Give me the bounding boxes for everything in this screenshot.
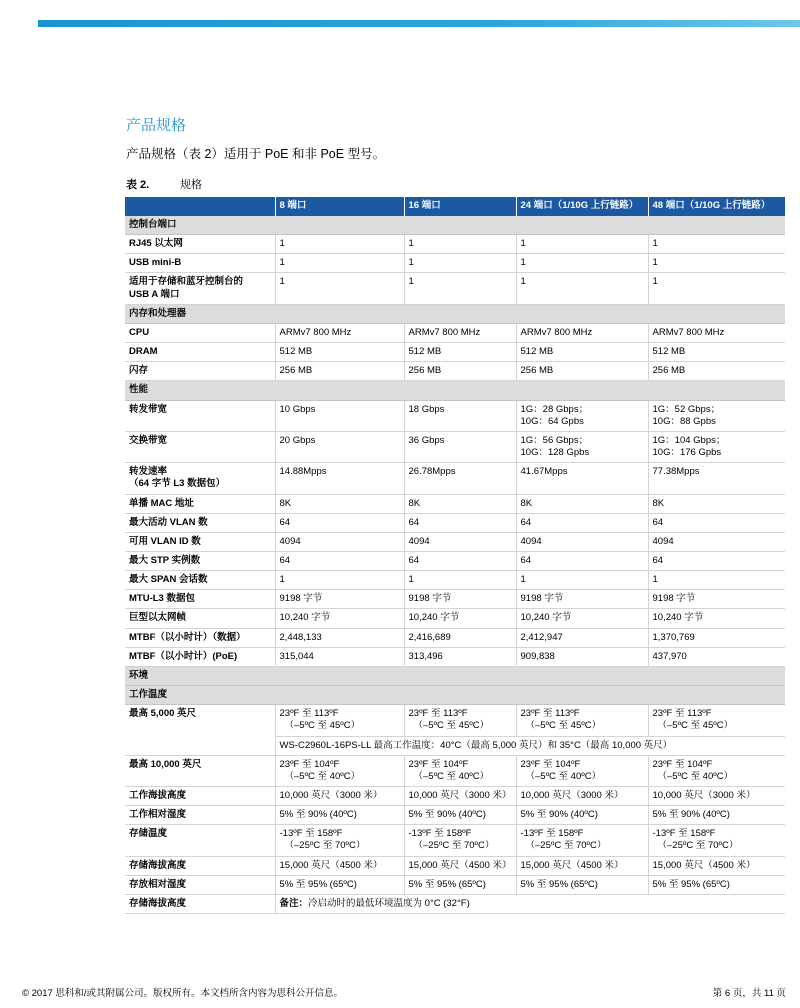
cell: 5% 至 95% (65ºC)	[648, 875, 785, 894]
cell	[648, 431, 785, 462]
row-label: MTU-L3 数据包	[125, 590, 275, 609]
cell-note	[275, 894, 785, 913]
section-row	[125, 304, 785, 323]
section-memory: 内存和处理器	[125, 304, 785, 323]
cell: 256 MB	[648, 362, 785, 381]
cell-line: （–25ºC 至 70ºC）	[413, 840, 495, 852]
header-blank	[125, 197, 275, 216]
table-row	[125, 647, 785, 666]
cell-note: WS-C2960L-16PS-LL 最高工作温度：40°C（最高 5,000 英尺）和 35°C（最高 10,000 英尺）	[275, 736, 785, 755]
cell: 5% 至 90% (40ºC)	[404, 806, 516, 825]
cell: 1	[648, 571, 785, 590]
cell-line: -13ºF 至 158ºF	[652, 828, 716, 840]
row-label-line: 转发速率	[129, 466, 168, 478]
cell: 64	[516, 551, 648, 570]
cell: 1	[648, 254, 785, 273]
section-row	[125, 666, 785, 685]
cell: 2,416,689	[404, 628, 516, 647]
cell-line: -13ºF 至 158ºF	[408, 828, 472, 840]
cell-line: 23ºF 至 113ºF	[652, 708, 712, 720]
header-48-port: 48 端口（1/10G 上行链路）	[648, 197, 785, 216]
table-row	[125, 806, 785, 825]
cell	[404, 825, 516, 856]
cell: 10 Gbps	[275, 400, 404, 431]
table-row	[125, 894, 785, 913]
table-row	[125, 532, 785, 551]
cell: 1,370,769	[648, 628, 785, 647]
row-label: CPU	[125, 323, 275, 342]
cell: 437,970	[648, 647, 785, 666]
note-label: 备注：	[279, 897, 309, 909]
cell-line: （–5ºC 至 45ºC）	[525, 720, 602, 732]
section-row	[125, 686, 785, 705]
row-label-line: USB A 端口	[129, 288, 180, 300]
cell: 64	[404, 551, 516, 570]
table-row	[125, 431, 785, 462]
cell-line: （–25ºC 至 70ºC）	[284, 840, 366, 852]
section-operating-temp: 工作温度	[125, 686, 785, 705]
cell-line: 1G：28 Gbps；	[520, 403, 589, 415]
cell: 15,000 英尺（4500 米）	[648, 856, 785, 875]
cell: 1	[648, 235, 785, 254]
table-row	[125, 628, 785, 647]
row-label: 最大 SPAN 会话数	[125, 571, 275, 590]
table-row	[125, 273, 785, 304]
row-label	[125, 273, 275, 304]
row-label: 工作海拔高度	[125, 787, 275, 806]
cell	[275, 825, 404, 856]
cell: 2,412,947	[516, 628, 648, 647]
cell	[516, 400, 648, 431]
section-title: 产品规格	[126, 117, 187, 134]
cell-line: -13ºF 至 158ºF	[279, 828, 343, 840]
cell: 9198 字节	[275, 590, 404, 609]
footer-page-number: 第 6 页，共 11 页	[712, 988, 786, 999]
table-header-row	[125, 197, 785, 216]
cell: ARMv7 800 MHz	[516, 323, 648, 342]
cell	[275, 755, 404, 786]
row-label: 单播 MAC 地址	[125, 494, 275, 513]
cell: 5% 至 90% (40ºC)	[275, 806, 404, 825]
cell: 4094	[648, 532, 785, 551]
cell: 5% 至 95% (65ºC)	[275, 875, 404, 894]
cell: 1	[516, 571, 648, 590]
table-caption-number: 表 2.	[126, 179, 150, 191]
cell-line: （–5ºC 至 40ºC）	[284, 770, 361, 782]
top-accent-bar	[38, 20, 800, 27]
section-environment: 环境	[125, 666, 785, 685]
row-label: 存储海拔高度	[125, 894, 275, 913]
table-row	[125, 705, 785, 736]
cell-line: 23ºF 至 104ºF	[520, 758, 581, 770]
cell	[404, 705, 516, 736]
table-row	[125, 254, 785, 273]
cell-line: （–5ºC 至 40ºC）	[413, 770, 490, 782]
cell-line: 10G：64 Gpbs	[520, 415, 584, 427]
cell	[516, 431, 648, 462]
note-text: 冷启动时的最低环境温度为 0°C (32°F)	[308, 897, 470, 909]
cell: 36 Gbps	[404, 431, 516, 462]
row-label: 最大活动 VLAN 数	[125, 513, 275, 532]
cell: ARMv7 800 MHz	[648, 323, 785, 342]
cell-line: 23ºF 至 113ºF	[408, 708, 468, 720]
cell: 1	[404, 254, 516, 273]
cell: 64	[648, 513, 785, 532]
row-label: 最高 5,000 英尺	[125, 705, 275, 755]
cell: 909,838	[516, 647, 648, 666]
header-8-port: 8 端口	[275, 197, 404, 216]
cell: 4094	[404, 532, 516, 551]
cell: 15,000 英尺（4500 米）	[275, 856, 404, 875]
cell: 1	[648, 273, 785, 304]
row-label	[125, 463, 275, 494]
row-label: 最大 STP 实例数	[125, 551, 275, 570]
row-label-line: （64 字节 L3 数据包）	[129, 478, 226, 490]
cell: ARMv7 800 MHz	[275, 323, 404, 342]
cell: 1	[404, 235, 516, 254]
cell-line: 23ºF 至 113ºF	[520, 708, 580, 720]
cell: 4094	[516, 532, 648, 551]
cell-line: 23ºF 至 104ºF	[279, 758, 340, 770]
table-row	[125, 323, 785, 342]
cell-line: 10G：176 Gpbs	[652, 447, 722, 459]
table-row	[125, 343, 785, 362]
row-label: 存储海拔高度	[125, 856, 275, 875]
row-label: 闪存	[125, 362, 275, 381]
table-row	[125, 571, 785, 590]
cell-line: 1G：56 Gbps；	[520, 434, 589, 446]
cell	[275, 705, 404, 736]
cell: 8K	[516, 494, 648, 513]
cell	[404, 755, 516, 786]
cell-line: -13ºF 至 158ºF	[520, 828, 584, 840]
row-label: 转发带宽	[125, 400, 275, 431]
row-label: USB mini-B	[125, 254, 275, 273]
cell	[516, 825, 648, 856]
row-label: RJ45 以太网	[125, 235, 275, 254]
row-label: DRAM	[125, 343, 275, 362]
row-label: MTBF（以小时计）(PoE)	[125, 647, 275, 666]
cell: 512 MB	[275, 343, 404, 362]
cell	[648, 755, 785, 786]
cell: 14.88Mpps	[275, 463, 404, 494]
cell: 1	[275, 235, 404, 254]
cell-line: （–5ºC 至 45ºC）	[413, 720, 490, 732]
cell-line: （–5ºC 至 40ºC）	[525, 770, 602, 782]
footer-copyright: © 2017 思科和/或其附属公司。版权所有。本文档所含内容为思科公开信息。	[22, 988, 344, 999]
table-row	[125, 494, 785, 513]
cell	[648, 705, 785, 736]
row-label: 可用 VLAN ID 数	[125, 532, 275, 551]
section-row	[125, 216, 785, 235]
table-row	[125, 513, 785, 532]
cell-line: 1G：52 Gbps；	[652, 403, 721, 415]
section-console: 控制台端口	[125, 216, 785, 235]
cell: 20 Gbps	[275, 431, 404, 462]
cell: 5% 至 95% (65ºC)	[516, 875, 648, 894]
table-row	[125, 463, 785, 494]
cell: 1	[275, 254, 404, 273]
row-label: 存储温度	[125, 825, 275, 856]
row-label: 最高 10,000 英尺	[125, 755, 275, 786]
section-performance: 性能	[125, 381, 785, 400]
cell: 64	[275, 513, 404, 532]
row-label-line: 适用于存储和蓝牙控制台的	[129, 276, 244, 288]
cell: 315,044	[275, 647, 404, 666]
cell: 256 MB	[516, 362, 648, 381]
table-row	[125, 590, 785, 609]
cell: 5% 至 90% (40ºC)	[648, 806, 785, 825]
cell-line: 10G：88 Gpbs	[652, 415, 716, 427]
cell	[516, 705, 648, 736]
cell: ARMv7 800 MHz	[404, 323, 516, 342]
cell	[516, 755, 648, 786]
cell	[648, 400, 785, 431]
cell: 10,000 英尺（3000 米）	[648, 787, 785, 806]
table-row	[125, 235, 785, 254]
table-row	[125, 787, 785, 806]
cell: 64	[404, 513, 516, 532]
cell-line: 10G：128 Gpbs	[520, 447, 590, 459]
cell: 1	[404, 273, 516, 304]
cell-line: （–25ºC 至 70ºC）	[657, 840, 739, 852]
cell: 256 MB	[404, 362, 516, 381]
cell: 1	[516, 254, 648, 273]
cell: 64	[516, 513, 648, 532]
cell: 10,000 英尺（3000 米）	[275, 787, 404, 806]
cell: 8K	[404, 494, 516, 513]
row-label: MTBF（以小时计）（数据）	[125, 628, 275, 647]
cell: 26.78Mpps	[404, 463, 516, 494]
cell: 313,496	[404, 647, 516, 666]
cell-line: 23ºF 至 113ºF	[279, 708, 339, 720]
cell: 2,448,133	[275, 628, 404, 647]
cell: 18 Gbps	[404, 400, 516, 431]
cell: 8K	[275, 494, 404, 513]
cell: 1	[275, 273, 404, 304]
cell: 64	[275, 551, 404, 570]
cell: 10,240 字节	[648, 609, 785, 628]
cell: 10,240 字节	[275, 609, 404, 628]
spec-table	[125, 197, 786, 914]
row-label: 工作相对湿度	[125, 806, 275, 825]
cell: 5% 至 95% (65ºC)	[404, 875, 516, 894]
table-row	[125, 825, 785, 856]
cell: 1	[275, 571, 404, 590]
cell: 15,000 英尺（4500 米）	[516, 856, 648, 875]
cell: 8K	[648, 494, 785, 513]
cell: 5% 至 90% (40ºC)	[516, 806, 648, 825]
cell: 10,000 英尺（3000 米）	[404, 787, 516, 806]
table-caption	[126, 176, 202, 192]
cell	[648, 825, 785, 856]
cell: 9198 字节	[404, 590, 516, 609]
cell: 1	[516, 235, 648, 254]
cell-line: （–5ºC 至 45ºC）	[657, 720, 734, 732]
table-row	[125, 551, 785, 570]
cell: 77.38Mpps	[648, 463, 785, 494]
cell: 512 MB	[648, 343, 785, 362]
cell: 4094	[275, 532, 404, 551]
cell: 256 MB	[275, 362, 404, 381]
cell-line: 23ºF 至 104ºF	[652, 758, 713, 770]
row-label: 巨型以太网帧	[125, 609, 275, 628]
table-row	[125, 609, 785, 628]
intro-text: 产品规格（表 2）适用于 PoE 和非 PoE 型号。	[126, 147, 386, 161]
cell: 64	[648, 551, 785, 570]
header-16-port: 16 端口	[404, 197, 516, 216]
table-row	[125, 856, 785, 875]
cell-line: （–5ºC 至 45ºC）	[284, 720, 361, 732]
table-row	[125, 362, 785, 381]
cell-line: （–25ºC 至 70ºC）	[525, 840, 607, 852]
table-caption-text: 规格	[180, 179, 202, 191]
cell: 9198 字节	[648, 590, 785, 609]
header-24-port: 24 端口（1/10G 上行链路）	[516, 197, 648, 216]
cell: 10,000 英尺（3000 米）	[516, 787, 648, 806]
section-row	[125, 381, 785, 400]
cell: 1	[516, 273, 648, 304]
cell: 9198 字节	[516, 590, 648, 609]
cell: 1	[404, 571, 516, 590]
cell: 10,240 字节	[516, 609, 648, 628]
cell: 10,240 字节	[404, 609, 516, 628]
cell: 512 MB	[404, 343, 516, 362]
cell-line: 1G：104 Gbps；	[652, 434, 726, 446]
cell: 512 MB	[516, 343, 648, 362]
cell: 41.67Mpps	[516, 463, 648, 494]
row-label: 交换带宽	[125, 431, 275, 462]
cell-line: 23ºF 至 104ºF	[408, 758, 469, 770]
table-row	[125, 400, 785, 431]
row-label: 存放相对湿度	[125, 875, 275, 894]
cell: 15,000 英尺（4500 米）	[404, 856, 516, 875]
cell-line: （–5ºC 至 40ºC）	[657, 770, 734, 782]
table-row	[125, 755, 785, 786]
table-row	[125, 875, 785, 894]
